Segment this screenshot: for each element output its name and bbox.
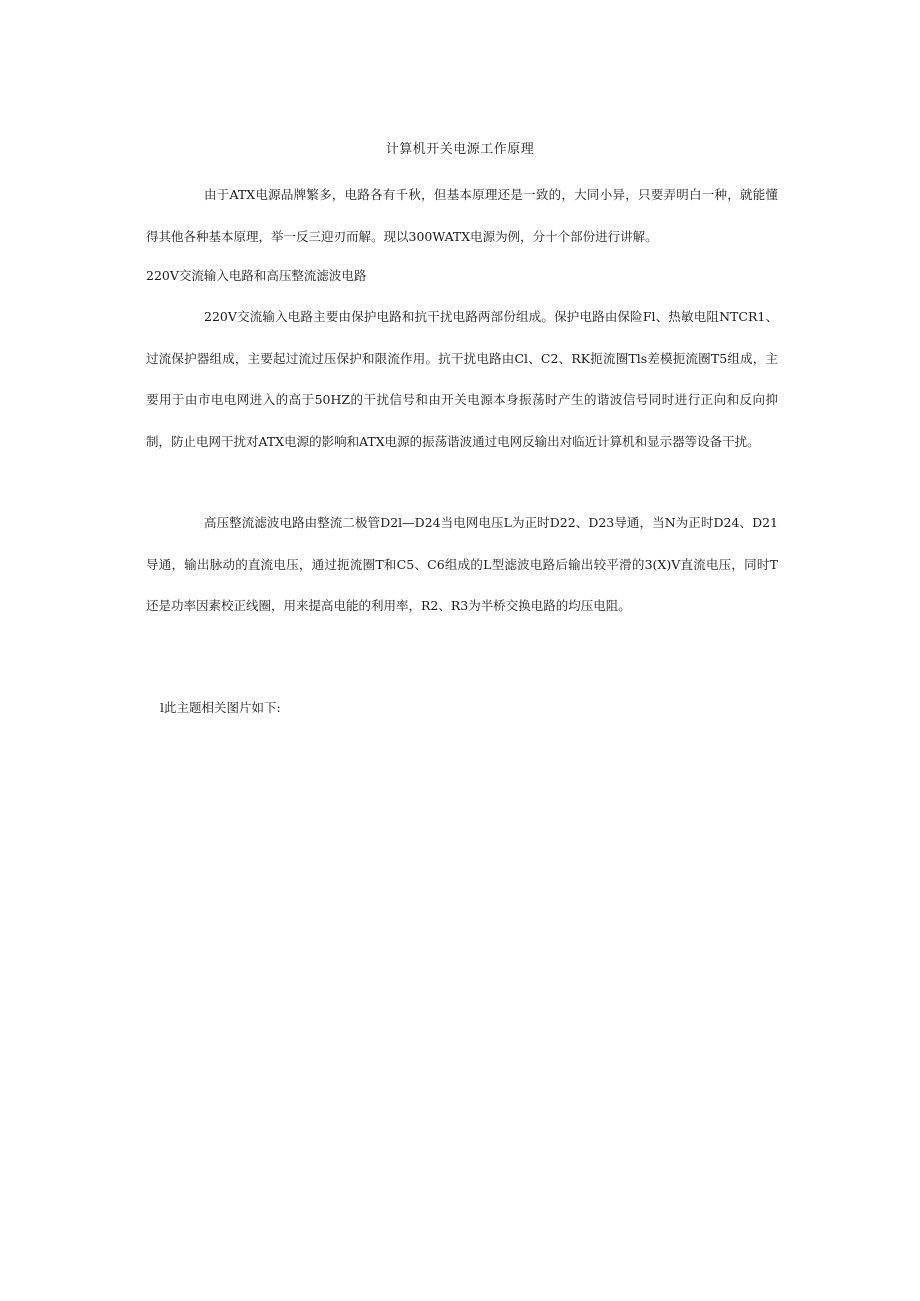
input-circuit-paragraph: 220V交流输入电路主要由保护电路和抗干扰电路两部份组成。保护电路由保险Fl、热敏电阻NTCR1、过流保护器组成，主要起过流过压保护和限流作用。抗干扰电路由Cl、C2、RK扼流圈Tls差模扼流圈T5组成，主要用于由市电电网进入的高于50HZ的干扰信号和由开关电源本身振荡时产生的谐波信号同时进行正向和反向抑制，防止电网干扰对ATX电源的影响和ATX电源的振荡谐波通过电网反输出对临近计算机和显示器等设备干扰。: [146, 309, 778, 449]
rectifier-circuit-paragraph: 高压整流滤波电路由整流二极管D2l—D24当电网电压L为正时D22、D23导通，当N为正时D24、D21导通，输出脉动的直流电压，通过扼流圈T和C5、C6组成的L型滤波电路后输出较平滑的3(X)V直流电压，同时T还是功率因素校正线圈，用来提高电能的利用率，R2、R3为半桥交换电路的均压电阻。: [146, 515, 778, 613]
section-heading: 220V交流输入电路和高压整流滤波电路: [146, 268, 367, 283]
intro-paragraph: 由于ATX电源品牌繁多，电路各有千秋，但基本原理还是一致的，大同小异，只要弄明白一种，就能懂得其他各种基本原理，举一反三迎刃而解。现以300WATX电源为例，分十个部份进行讲解。: [146, 187, 778, 244]
image-caption: l此主题相关图片如下:: [160, 700, 281, 715]
document-title: 计算机开关电源工作原理: [385, 142, 535, 157]
